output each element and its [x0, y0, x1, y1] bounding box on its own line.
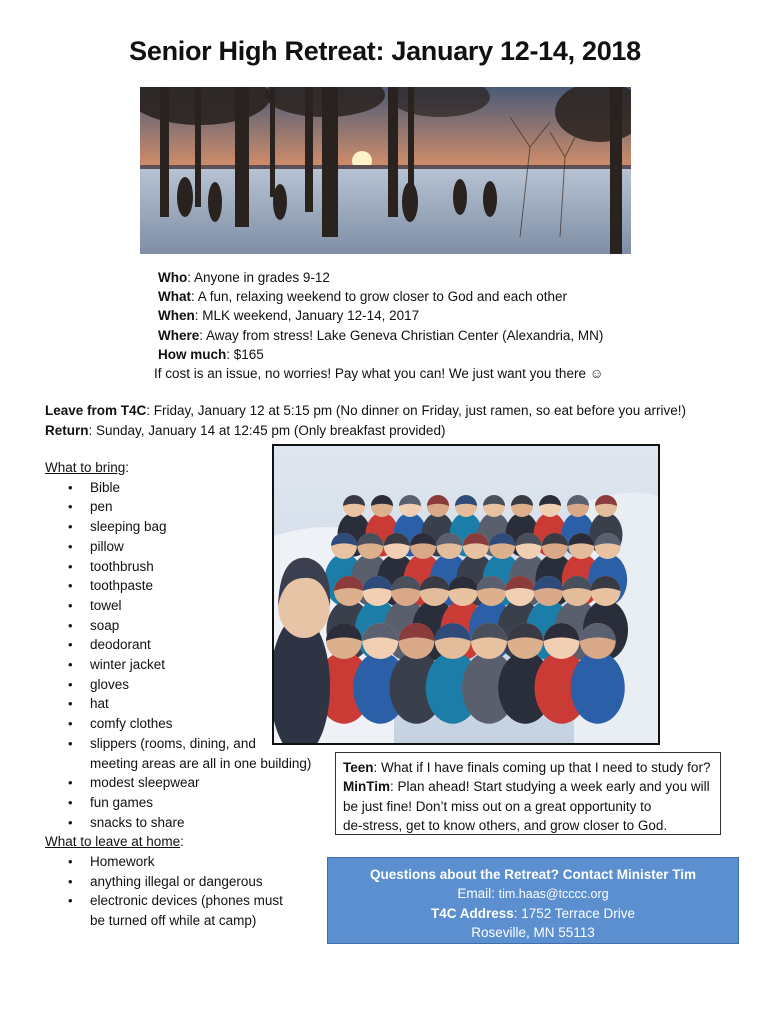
page-title: Senior High Retreat: January 12-14, 2018: [129, 36, 641, 66]
list-item: • sleeping bag: [45, 517, 311, 537]
mintim-answer: MinTim: Plan ahead! Start studying a week early and you will: [343, 779, 710, 795]
bring-heading: What to bring:: [45, 460, 130, 475]
mintim-answer-line-2: be just fine! Don’t miss out on a great opportunity to: [343, 798, 652, 814]
list-item: meeting areas are all in one building): [90, 755, 312, 771]
when-row: When: MLK weekend, January 12-14, 2017: [158, 308, 420, 324]
list-item: be turned off while at camp): [90, 913, 257, 929]
list-item: • Homework: [45, 852, 311, 872]
list-item: • soap: [45, 616, 311, 636]
faq-box: [335, 752, 721, 835]
leave-home-heading: What to leave at home:: [45, 834, 184, 850]
list-item: • towel: [45, 596, 311, 616]
list-item: • fun games: [45, 793, 311, 813]
list-item: • pen: [45, 497, 311, 517]
list-item: • slippers (rooms, dining, and: [45, 734, 311, 754]
contact-box: [327, 857, 739, 944]
what-row: What: A fun, relaxing weekend to grow closer to God and each other: [158, 289, 567, 305]
list-item: • modest sleepwear: [45, 773, 311, 793]
list-item: • pillow: [45, 537, 311, 557]
list-item: • gloves: [45, 675, 311, 695]
list-item: • toothbrush: [45, 557, 311, 577]
mintim-answer-line-3: de-stress, get to know others, and grow closer to God.: [343, 817, 668, 833]
group-photo: [272, 444, 660, 745]
list-item: • anything illegal or dangerous: [45, 872, 311, 892]
cost-row: How much: $165: [158, 346, 264, 362]
email-link[interactable]: tim.haas@tcccc.org: [498, 887, 609, 901]
who-row: Who: Anyone in grades 9-12: [158, 270, 330, 285]
contact-title: Questions about the Retreat? Contact Minister Tim: [369, 867, 697, 882]
leave-home-list: [45, 852, 311, 931]
contact-email-row: Email: tim.haas@tcccc.org: [457, 886, 609, 901]
list-item: • toothpaste: [45, 576, 311, 596]
teen-question: Teen: What if I have finals coming up that I need to study for?: [343, 760, 711, 775]
contact-city: Roseville, MN 55113: [471, 925, 595, 940]
list-item: • winter jacket: [45, 655, 311, 675]
list-item: • snacks to share: [45, 813, 311, 833]
contact-address-row: T4C Address: 1752 Terrace Drive: [430, 906, 636, 921]
return-row: Return: Sunday, January 14 at 12:45 pm (Only breakfast provided): [45, 422, 446, 438]
list-item: • deodorant: [45, 635, 311, 655]
list-item: • Bible: [45, 478, 311, 498]
sunset-lake-photo: [140, 87, 631, 254]
leave-row: Leave from T4C: Friday, January 12 at 5:15 pm (No dinner on Friday, just ramen, so eat before you arrive!): [45, 403, 687, 418]
list-item: • comfy clothes: [45, 714, 311, 734]
list-item: • hat: [45, 694, 311, 714]
where-row: Where: Away from stress! Lake Geneva Christian Center (Alexandria, MN): [158, 327, 604, 343]
cost-note: If cost is an issue, no worries! Pay what you can! We just want you there ☺: [154, 366, 604, 382]
retreat-info: [154, 268, 604, 383]
list-item: • electronic devices (phones must: [45, 891, 311, 911]
schedule: [45, 401, 686, 440]
